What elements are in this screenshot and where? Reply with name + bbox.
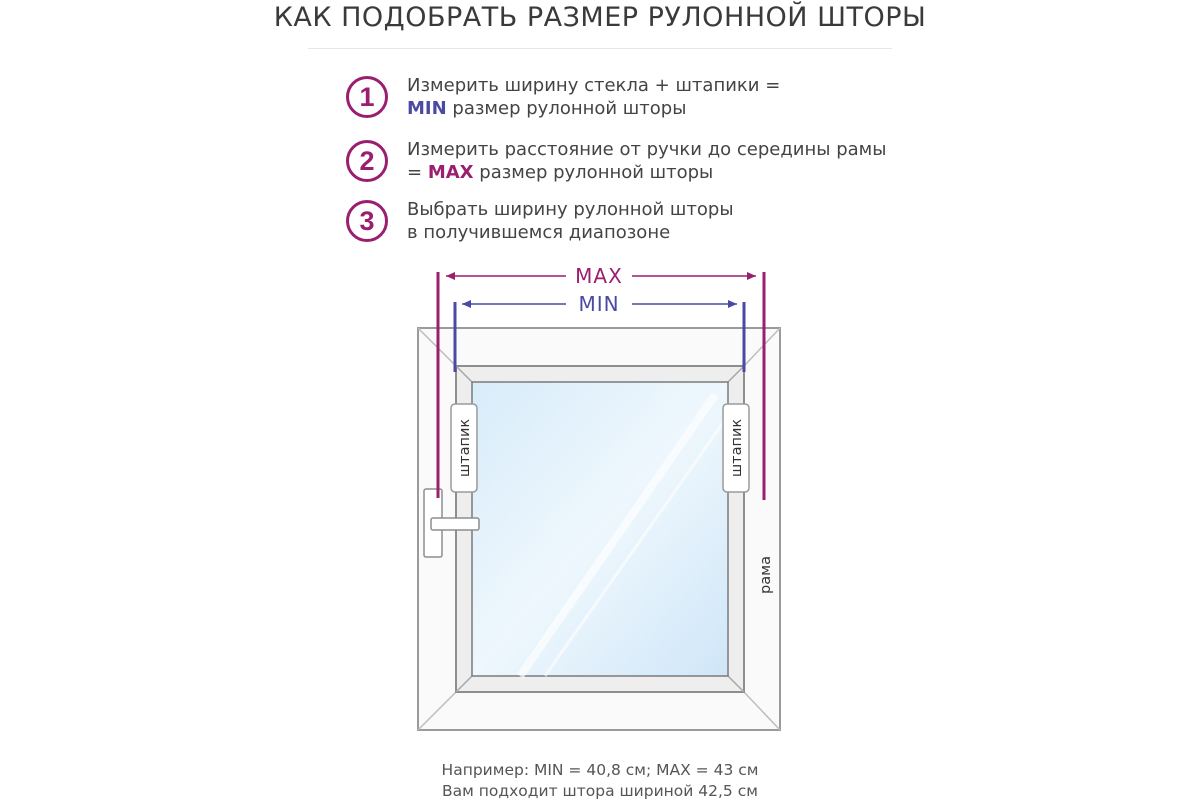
min-arrowhead-right — [728, 300, 737, 308]
bead-left-label: штапик — [457, 418, 473, 478]
step-2-badge: 2 — [346, 140, 388, 182]
step-3-line1: Выбрать ширину рулонной шторы — [407, 199, 734, 220]
step-1-keyword-min: MIN — [407, 98, 447, 119]
step-2-line2-prefix: = — [407, 162, 428, 183]
max-arrowhead-right — [747, 272, 756, 280]
page-title: КАК ПОДОБРАТЬ РАЗМЕР РУЛОННОЙ ШТОРЫ — [273, 2, 927, 33]
window-handle-lever — [431, 518, 479, 530]
step-1-line1: Измерить ширину стекла + штапики = — [407, 75, 781, 96]
example-line-1: Например: MIN = 40,8 см; MAX = 43 см — [441, 761, 759, 779]
bead-right-label: штапик — [729, 418, 745, 478]
max-label: MAX — [575, 264, 623, 288]
step-3-line2: в получившемся диапозоне — [407, 222, 671, 243]
example-line-2: Вам подходит штора шириной 42,5 см — [442, 782, 758, 800]
step-1-badge: 1 — [346, 76, 388, 118]
max-arrowhead-left — [446, 272, 455, 280]
step-3-badge: 3 — [346, 200, 388, 242]
step-2-keyword-max: MAX — [427, 162, 474, 183]
step-2-line2: размер рулонной шторы — [473, 162, 714, 183]
min-arrowhead-left — [462, 300, 471, 308]
frame-label: рама — [758, 556, 774, 594]
min-label: MIN — [578, 292, 620, 316]
step-2-line1: Измерить расстояние от ручки до середины рамы — [407, 139, 887, 160]
step-1-line2: размер рулонной шторы — [446, 98, 687, 119]
